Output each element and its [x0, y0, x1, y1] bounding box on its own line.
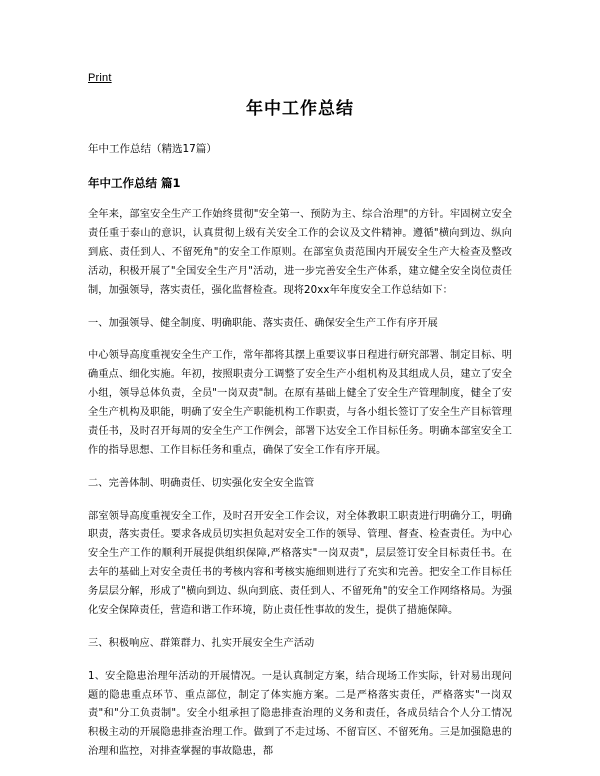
document-body: [88, 94, 512, 762]
paragraph: 三、积极响应、群策群力、扎实开展安全生产活动: [88, 637, 315, 649]
page-title: 年中工作总结: [246, 99, 354, 119]
paragraph: 全年来，部室安全生产工作始终贯彻"安全第一、预防为主、综合治理"的方针。牢固树立安全责任重于泰山的意识，认真贯彻上级有关安全工作的会议及文件精神。遵循"横向到边、纵向到底、责任到人、不留死角"的安全工作原则。在部室负责范围内开展安全生产大检查及整改活动，积极开展了"全国安全生产月"活动，进一步完善安全生产体系，建立健全安全岗位责任制，加强领导，落实责任，强化监督检查。现将20xx年年度安全工作总结如下：: [88, 209, 512, 296]
paragraph: 二、完善体制、明确责任、切实强化安全安全监管: [88, 477, 315, 489]
section-heading: 年中工作总结 篇1: [88, 175, 181, 190]
paragraph: 部室领导高度重视安全工作，及时召开安全工作会议，对全体教职工职责进行明确分工，明确职责，落实责任。要求各成员切实担负起对安全工作的领导、管理、督查、检查责任。为中心安全生产工作的顺利开展提供组织保障,严格落实"一岗双责"，层层签订安全目标责任书。在去年的基础上对安全责任书的考核内容和考核实施细则进行了充实和完善。把安全工作目标任务层层分解，形成了"横向到边、纵向到底、责任到人、不留死角"的安全工作网络格局。为强化安全保障责任，营造和谐工作环境，防止责任性事故的发生，提供了措施保障。: [88, 510, 512, 616]
document-subtitle: 年中工作总结（精选17篇）: [88, 143, 217, 155]
paragraph: 1、安全隐患治理年活动的开展情况。一是认真制定方案，结合现场工作实际，针对易出现问题的隐患重点环节、重点部位，制定了体实施方案。二是严格落实责任，严格落实"一岗双责"和"分工负责制"。安全小组承担了隐患排查治理的义务和责任，各成员结合个人分工情况积极主动的开展隐患排查治理工作。做到了不走过场、不留盲区、不留死角。三是加强隐患的治理和监控，对排查掌握的事故隐患，都: [88, 670, 512, 758]
print-link[interactable]: Print: [88, 72, 112, 84]
paragraph: 一、加强领导、健全制度、明确职能、落实责任、确保安全生产工作有序开展: [88, 317, 438, 329]
paragraph: 中心领导高度重视安全生产工作，常年都将其摆上重要议事日程进行研究部署、制定目标、明确重点、细化实施。年初，按照职责分工调整了安全生产小组机构及其组成人员，建立了安全小组，领导总体负责，全员"一岗双责"制。在原有基础上健全了安全生产管理制度，健全了安全生产机构及职能，明确了安全生产职能机构工作职责，与各小组长签订了安全生产目标管理责任书，及时召开每周的安全生产工作例会，部署下达安全工作目标任务。明确本部室安全工作的指导思想、工作目标任务和重点，确保了安全工作有序开展。: [88, 350, 512, 456]
